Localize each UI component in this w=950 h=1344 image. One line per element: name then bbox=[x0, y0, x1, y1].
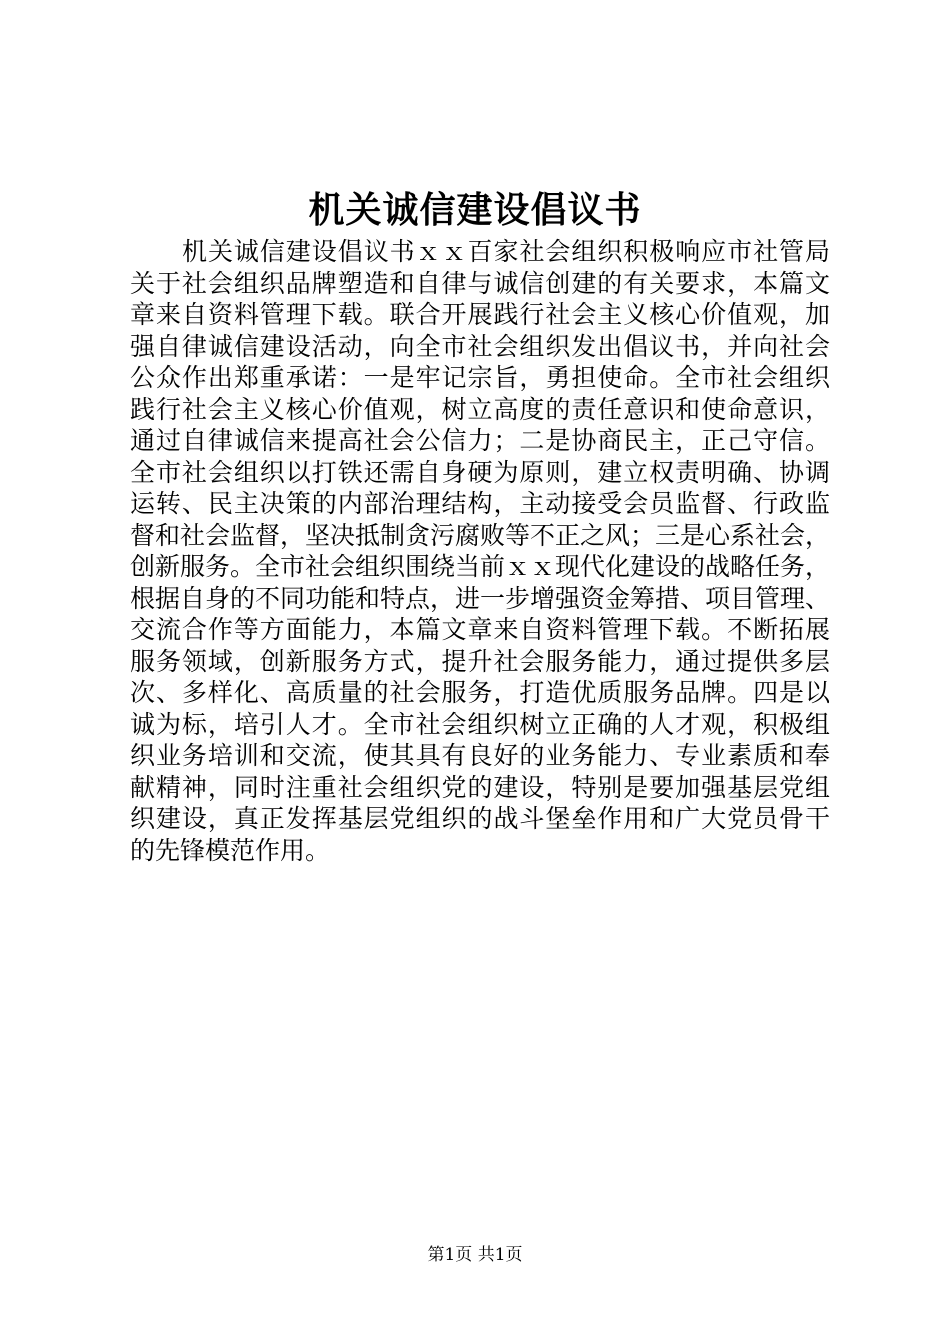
body-line: 督和社会监督，坚决抵制贪污腐败等不正之风；三是心系社会， bbox=[130, 520, 831, 550]
document-body bbox=[130, 236, 830, 866]
body-line: 创新服务。全市社会组织围绕当前ｘｘ现代化建设的战略任务， bbox=[130, 552, 831, 581]
body-line: 强自律诚信建设活动，向全市社会组织发出倡议书，并向社会 bbox=[130, 331, 830, 361]
body-line: 章来自资料管理下载。联合开展践行社会主义核心价值观，加 bbox=[130, 300, 830, 329]
document-title: 机关诚信建设倡议书 bbox=[308, 189, 642, 231]
body-line: 根据自身的不同功能和特点，进一步增强资金筹措、项目管理、 bbox=[130, 583, 831, 613]
body-line: 织建设，真正发挥基层党组织的战斗堡垒作用和广大党员骨干 bbox=[130, 804, 830, 833]
body-line: 交流合作等方面能力，本篇文章来自资料管理下载。不断拓展 bbox=[130, 615, 830, 644]
body-line: 践行社会主义核心价值观，树立高度的责任意识和使命意识， bbox=[130, 394, 830, 424]
body-line: 运转、民主决策的内部治理结构，主动接受会员监督、行政监 bbox=[130, 489, 830, 518]
page-number-footer: 第1页 共1页 bbox=[427, 1245, 523, 1265]
body-line: 诚为标，培引人才。全市社会组织树立正确的人才观，积极组 bbox=[130, 709, 830, 739]
body-line: 关于社会组织品牌塑造和自律与诚信创建的有关要求，本篇文 bbox=[130, 268, 830, 298]
body-line: 公众作出郑重承诺：一是牢记宗旨，勇担使命。全市社会组织 bbox=[130, 363, 830, 392]
body-line: 织业务培训和交流，使其具有良好的业务能力、专业素质和奉 bbox=[130, 741, 830, 770]
body-line: 通过自律诚信来提高社会公信力；二是协商民主，正己守信。 bbox=[130, 426, 830, 455]
body-line: 全市社会组织以打铁还需自身硬为原则，建立权责明确、协调 bbox=[130, 457, 830, 487]
body-line: 机关诚信建设倡议书ｘｘ百家社会组织积极响应市社管局 bbox=[182, 237, 830, 266]
body-line: 服务领域，创新服务方式，提升社会服务能力，通过提供多层 bbox=[130, 646, 830, 676]
body-line: 次、多样化、高质量的社会服务，打造优质服务品牌。四是以 bbox=[130, 678, 830, 707]
body-line: 的先锋模范作用。 bbox=[130, 835, 331, 865]
body-line: 献精神，同时注重社会组织党的建设，特别是要加强基层党组 bbox=[130, 772, 830, 802]
